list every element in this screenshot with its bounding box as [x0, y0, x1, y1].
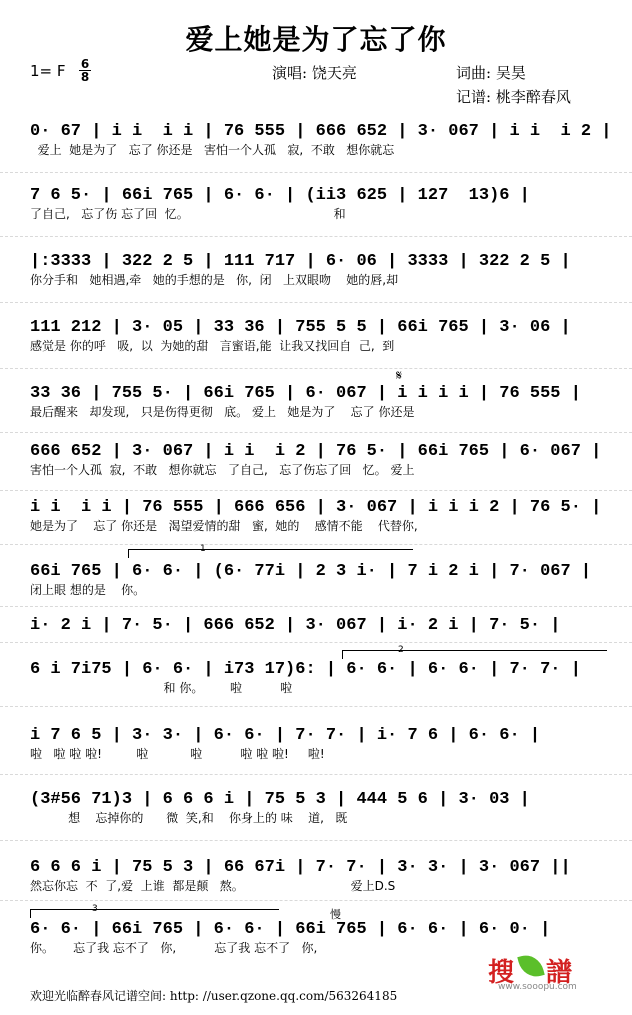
- volta-bracket-1: [128, 549, 413, 558]
- score-row-2: [30, 186, 605, 222]
- lyric-line: 你分手和 她相遇,牵 她的手想的是 你, 闭 上双眼吻 她的唇,却: [30, 273, 399, 287]
- lyric-line: 她是为了 忘了 你还是 渴望爱情的甜 蜜, 她的 感情不能 代替你,: [30, 519, 418, 533]
- time-signature-bottom: 8: [80, 70, 90, 84]
- segno-mark: 𝄋: [396, 368, 403, 384]
- leaf-icon: [517, 952, 544, 981]
- lyric-line: 然忘你忘 不 了,爱 上谁 都是颠 熬。 爱上D.S: [30, 879, 396, 893]
- footer-text: 欢迎光临醉春风记谱空间: http: //user.qzone.qq.com/563264185: [30, 989, 398, 1003]
- notation-line: 111 212 | 3· 05 | 33 36 | 755 5 5 | 66i 765 | 3· 06 |: [30, 318, 571, 337]
- notation-line: 7 6 5· | 66i 765 | 6· 6· | (ii3 625 | 127 13)6 |: [30, 186, 530, 205]
- logo-left-char: 搜: [488, 958, 515, 988]
- score-row-9: [30, 616, 605, 652]
- singer-credit: 演唱: 饶天亮: [272, 64, 357, 82]
- lyric-line: 最后醒来 却发现, 只是伤得更彻 底。 爱上 她是为了 忘了 你还是: [30, 405, 415, 419]
- notation-line: |:3333 | 322 2 5 | 111 717 | 6· 06 | 3333 | 322 2 5 |: [30, 252, 571, 271]
- page-title: 爱上她是为了忘了你: [185, 23, 447, 56]
- score-row-10: [30, 660, 605, 696]
- lyric-line: 感觉是 你的呼 吸, 以 为她的甜 言蜜语,能 让我又找回自 己, 到: [30, 339, 395, 353]
- time-signature-top: 6: [80, 57, 90, 71]
- score-row-1: [30, 122, 612, 158]
- volta-label-1: 1: [200, 544, 206, 554]
- time-signature: [78, 58, 92, 83]
- lyric-line: 你。 忘了我 忘不了 你, 忘了我 忘不了 你,: [30, 941, 318, 955]
- notation-line: 0· 67 | i i i i | 76 555 | 666 652 | 3· 067 | i i i 2 |: [30, 122, 612, 141]
- score-row-7: [30, 498, 605, 534]
- lyric-line: 爱上 她是为了 忘了 你还是 害怕一个人孤 寂, 不敢 想你就忘: [30, 143, 395, 157]
- key-signature: 1= F: [30, 62, 66, 80]
- lyric-line: 想 忘掉你的 微 笑,和 你身上的 味 道, 既: [30, 811, 348, 825]
- lyric-line: 害怕一个人孤 寂, 不敢 想你就忘 了自己, 忘了伤忘了回 忆。 爱上: [30, 463, 415, 477]
- logo-right-char: 譜: [546, 958, 573, 988]
- score-row-8: [30, 562, 605, 598]
- score-row-13: [30, 858, 605, 894]
- score-row-11: [30, 726, 605, 762]
- notation-line: 66i 765 | 6· 6· | (6· 77i | 2 3 i· | 7 i 2 i | 7· 067 |: [30, 562, 592, 581]
- notation-line: i i i i | 76 555 | 666 656 | 3· 067 | i i i 2 | 76 5· |: [30, 498, 602, 517]
- notation-line: 6· 6· | 66i 765 | 6· 6· | 66i 765 | 6· 6· | 6· 0· |: [30, 920, 551, 939]
- site-logo: [488, 952, 606, 992]
- volta-label-2: 2: [398, 645, 404, 655]
- score-row-6: [30, 442, 605, 478]
- volta-bracket-2: [342, 650, 607, 659]
- lyric-line: 了自己, 忘了伤 忘了回 忆。 和: [30, 207, 346, 221]
- notation-line: 666 652 | 3· 067 | i i i 2 | 76 5· | 66i 765 | 6· 067 |: [30, 442, 602, 461]
- notation-line: 6 i 7i75 | 6· 6· | i73 17)6: | 6· 6· | 6· 6· | 7· 7· |: [30, 660, 581, 679]
- notation-line: 6 6 6 i | 75 5 3 | 66 67i | 7· 7· | 3· 3· | 3· 067 ||: [30, 858, 571, 877]
- tempo-mark-slow: 慢: [330, 908, 341, 921]
- lyric-line: 和 你。 啦 啦: [30, 681, 293, 695]
- volta-bracket-3: [30, 909, 279, 918]
- lyric-line: 闭上眼 想的是 你。: [30, 583, 146, 597]
- score-row-4: [30, 318, 605, 354]
- score-row-3: [30, 252, 605, 288]
- score-row-12: [30, 790, 605, 826]
- notation-line: i 7 6 5 | 3· 3· | 6· 6· | 7· 7· | i· 7 6 | 6· 6· |: [30, 726, 541, 745]
- score-row-14: [30, 920, 605, 956]
- composer-credit: 词曲: 吴昊: [456, 64, 526, 82]
- transcriber-credit: 记谱: 桃李醉春风: [456, 88, 571, 106]
- logo-url: www.sooopu.com: [498, 982, 577, 992]
- notation-line: i· 2 i | 7· 5· | 666 652 | 3· 067 | i· 2 i | 7· 5· |: [30, 616, 561, 635]
- volta-label-3: 3: [92, 904, 98, 914]
- lyric-line: 啦 啦 啦 啦! 啦 啦 啦 啦 啦! 啦!: [30, 747, 325, 761]
- score-row-5: [30, 384, 605, 420]
- notation-line: (3#56 71)3 | 6 6 6 i | 75 5 3 | 444 5 6 | 3· 03 |: [30, 790, 530, 809]
- notation-line: 33 36 | 755 5· | 66i 765 | 6· 067 | i i i i | 76 555 |: [30, 384, 581, 403]
